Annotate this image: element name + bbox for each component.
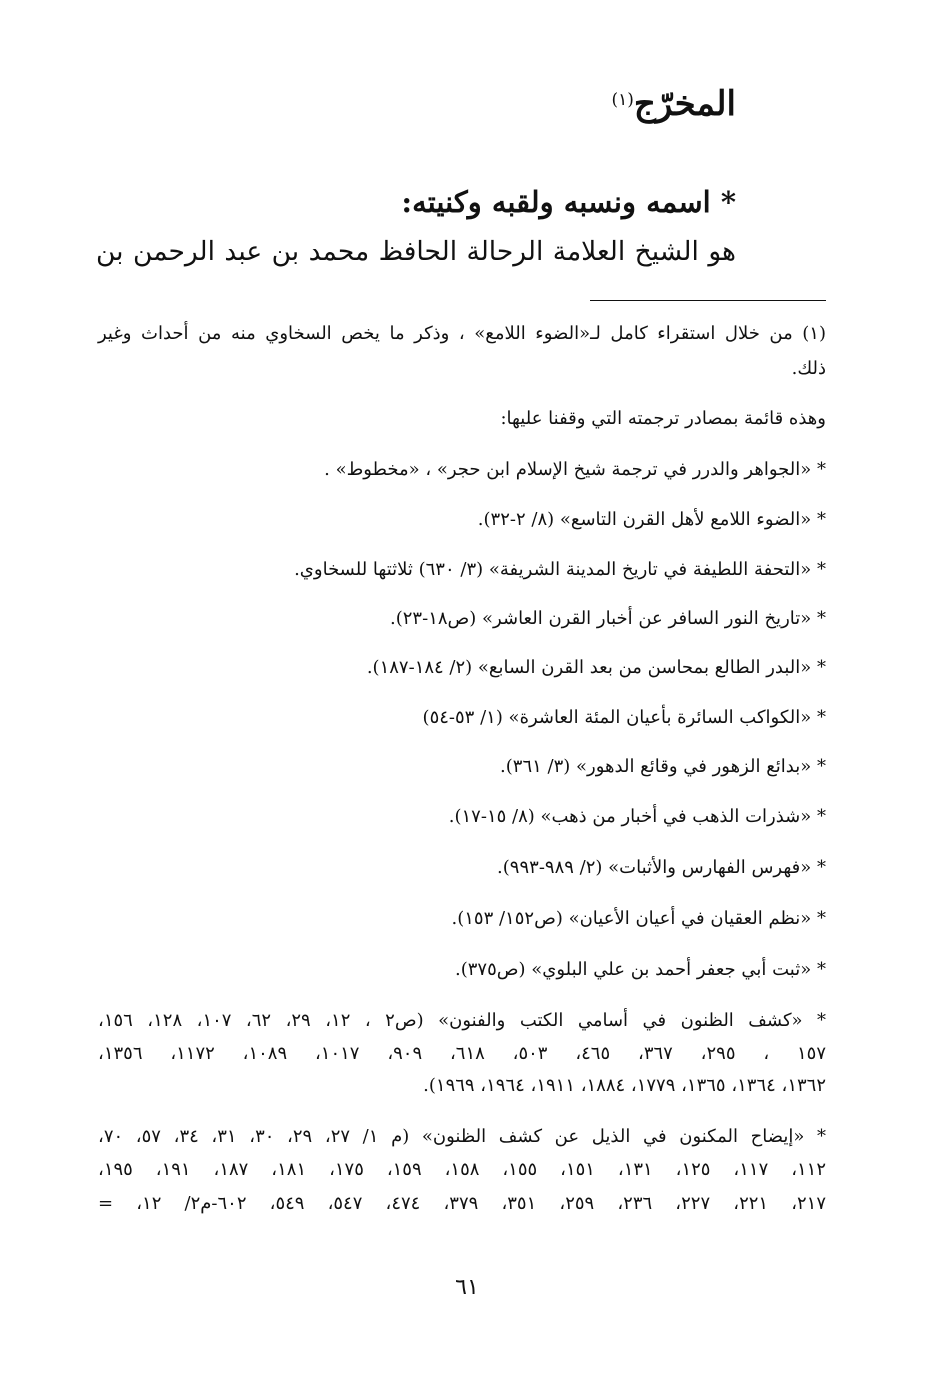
source-item: * «الكواكب السائرة بأعيان المئة العاشرة» (١/ ٥٣-٥٤): [422, 707, 826, 728]
footnote-separator: [590, 300, 826, 301]
chapter-title-text: المخرّج: [633, 84, 736, 124]
footnote-text-line: ذلك.: [791, 358, 826, 379]
body-text-line: هو الشيخ العلامة الرحالة الحافظ محمد بن عبد الرحمن بن: [96, 236, 736, 267]
footnote-marker: (١): [611, 90, 634, 110]
source-item: * «الضوء اللامع لأهل القرن التاسع» (٨/ ٢-٣٢).: [477, 509, 826, 530]
sources-intro: وهذه قائمة بمصادر ترجمته التي وقفنا عليها:: [500, 408, 826, 429]
kashf-line: ١٣٦٢، ١٣٦٤، ١٣٦٥، ١٧٧٩، ١٨٨٤، ١٩١١، ١٩٦٤، ١٩٦٩).: [423, 1075, 826, 1096]
source-item: * «فهرس الفهارس والأثبات» (٢/ ٩٨٩-٩٩٣).: [497, 857, 826, 878]
source-item: * «بدائع الزهور في وقائع الدهور» (٣/ ٣٦١).: [500, 756, 826, 777]
footnote-text-line: (١) من خلال استقراء كامل لـ«الضوء اللامع» ، وذكر ما يخص السخاوي منه من أحداث وغير: [98, 323, 826, 344]
idah-line: ٢١٧، ٢٢١، ٢٢٧، ٢٣٦، ٢٥٩، ٣٥١، ٣٧٩، ٤٧٤، ٥٤٧، ٥٤٩، ٦٠٢-م٢/ ١٢، =: [98, 1193, 827, 1214]
source-item: * «الجواهر والدرر في ترجمة شيخ الإسلام ابن حجر» ، «مخطوط» .: [324, 459, 826, 480]
page-number: ٦١: [455, 1275, 479, 1300]
source-item: * «نظم العقيان في أعيان الأعيان» (ص١٥٢/ ١٥٣).: [451, 908, 826, 929]
source-item: * «شذرات الذهب في أخبار من ذهب» (٨/ ١٥-١٧).: [448, 806, 826, 827]
chapter-title: [611, 78, 736, 130]
kashf-line: ١٥٧ ، ٢٩٥، ٣٦٧، ٤٦٥، ٥٠٣، ٦١٨، ٩٠٩، ١٠١٧، ١٠٨٩، ١١٧٢، ١٣٥٦،: [98, 1043, 827, 1064]
kashf-line: * «كشف الظنون في أسامي الكتب والفنون» (ص٢ ، ١٢، ٢٩، ٦٢، ١٠٧، ١٢٨، ١٥٦،: [98, 1010, 827, 1031]
source-item: * «تاريخ النور السافر عن أخبار القرن العاشر» (ص١٨-٢٣).: [390, 608, 826, 629]
idah-line: ١١٢، ١١٧، ١٢٥، ١٣١، ١٥١، ١٥٥، ١٥٨، ١٥٩، ١٧٥، ١٨١، ١٨٧، ١٩١، ١٩٥،: [98, 1159, 827, 1180]
section-heading: * اسمه ونسبه ولقبه وكنيته:: [401, 185, 736, 219]
idah-line: * «إيضاح المكنون في الذيل عن كشف الظنون» (م ١/ ٢٧، ٢٩، ٣٠، ٣١، ٣٤، ٥٧، ٧٠،: [98, 1126, 827, 1147]
source-item: * «البدر الطالع بمحاسن من بعد القرن السابع» (٢/ ١٨٤-١٨٧).: [366, 657, 826, 678]
source-item: * «ثبت أبي جعفر أحمد بن علي البلوي» (ص٣٧٥).: [455, 959, 826, 980]
source-item: * «التحفة اللطيفة في تاريخ المدينة الشريفة» (٣/ ٦٣٠) ثلاثتها للسخاوي.: [294, 559, 826, 580]
